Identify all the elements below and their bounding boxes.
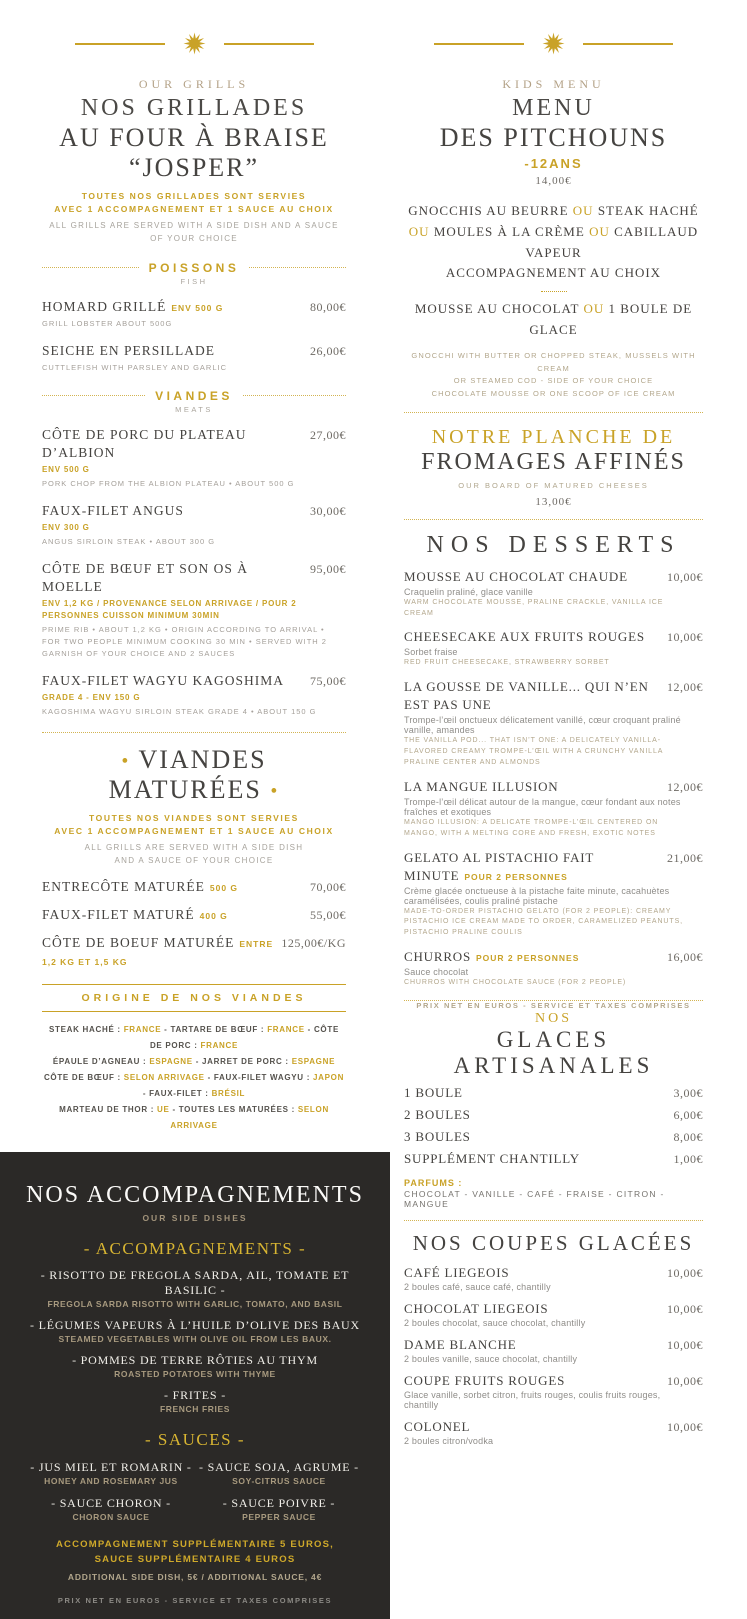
origine-line: CÔTE DE BŒUF : SELON ARRIVAGE - FAUX-FILET WAGYU : JAPON - FAUX-FILET : BRÉSIL: [43, 1072, 345, 1098]
left-footer-note: PRIX NET EN EUROS - SERVICE ET TAXES COMPRISES: [57, 1596, 333, 1606]
item-price: 27,00€: [310, 427, 346, 442]
item-name: CHOCOLAT LIEGEOIS: [404, 1300, 549, 1316]
kids-kicker: KIDS MENU: [502, 77, 605, 91]
item-tag: ENTRE 1,2 KG ET 1,5 KG: [42, 938, 274, 967]
coupes-title: NOS COUPES GLACÉES: [412, 1230, 695, 1255]
item-row: [42, 560, 346, 596]
item-desc-gold: GRADE 4 - ENV 150 G: [42, 692, 141, 702]
maturees-note-en: [42, 842, 346, 868]
item-name-group: [42, 342, 215, 360]
item-desc-fr: Glace vanille, sorbet citron, fruits rouges, coulis fruits rouges, chantilly: [404, 1389, 661, 1410]
item-desc-en: CUTTLEFISH WITH PARSLEY AND GARLIC: [42, 362, 227, 372]
item-desc-en: RED FRUIT CHEESECAKE, STRAWBERRY SORBET: [404, 659, 610, 667]
glace-row: [404, 1085, 703, 1101]
dotted-line: [249, 267, 346, 268]
item-name: FAUX-FILET MATURÉ: [42, 906, 195, 922]
kids-age-limit: -12ANS: [524, 156, 583, 171]
item-tag: 500 G: [209, 882, 239, 893]
item-name: LA GOUSSE DE VANILLE... QUI N’EN EST PAS UNE: [404, 679, 649, 713]
menu-item: [42, 426, 346, 490]
item-desc-fr: 2 boules café, sauce café, chantilly: [404, 1281, 551, 1292]
origine-lines: [42, 1022, 346, 1134]
item-name: 3 BOULES: [404, 1128, 471, 1144]
side-dish-item: [24, 1318, 366, 1344]
kids-en-line: OR STEAMED COD - SIDE OF YOUR CHOICE: [453, 376, 654, 386]
dotted-divider: [404, 519, 703, 520]
ornament-line: [434, 43, 524, 45]
section-title: VIANDES: [155, 388, 233, 403]
dotted-line: [42, 395, 145, 396]
dotted-divider: [404, 1220, 703, 1221]
dotted-line: [42, 267, 139, 268]
side-dish-fr: - RISOTTO DE FREGOLA SARDA, AIL, TOMATE ET BASILIC -: [40, 1267, 350, 1297]
item-row: [404, 1337, 703, 1353]
item-price: 10,00€: [667, 630, 703, 645]
sauce-item: [198, 1496, 360, 1522]
item-row: [42, 298, 346, 316]
glaces-rows: [404, 1085, 703, 1167]
ornament-line: [75, 43, 165, 45]
fromages-subtitle: OUR BOARD OF MATURED CHEESES: [458, 480, 649, 490]
item-name-group: [404, 678, 667, 714]
item-price: 1,00€: [673, 1151, 703, 1166]
item-row: [42, 342, 346, 360]
section-header: [42, 389, 346, 403]
ornament-line: [224, 43, 314, 45]
item-row: [404, 849, 703, 885]
grill-section: [42, 261, 346, 374]
accompagnements-block: [0, 1152, 390, 1619]
maturees-note-en-line1: ALL GRILLS ARE SERVED WITH A SIDE DISH: [84, 843, 304, 853]
gold-rule: [42, 1011, 346, 1012]
item-desc-en: THE VANILLA POD... THAT ISN’T ONE: A DELICATELY VANILLA-FLAVORED CREAMY TROMPE-L’ŒIL WITH A CRUNCHY VANILLA PRALINE CENTER AND ALMONDS: [404, 737, 663, 766]
item-desc-en: GRILL LOBSTER ABOUT 500G: [42, 318, 173, 328]
item-name: CÔTE DE BOEUF MATURÉE: [42, 934, 235, 950]
item-price: 10,00€: [667, 569, 703, 584]
side-dish-fr: - LÉGUMES VAPEURS À L’HUILE D’OLIVE DES BAUX: [30, 1317, 360, 1332]
dessert-item: [404, 568, 703, 620]
item-desc-en: PRIME RIB • ABOUT 1,2 KG • ORIGIN ACCORDING TO ARRIVAL • FOR TWO PEOPLE MINIMUM COOKING 30 MIN • SERVED WITH 2 GARNISH OF YOUR CHOICE AND 2 SAUCES: [42, 624, 327, 658]
item-name: CAFÉ LIEGEOIS: [404, 1264, 510, 1280]
item-desc-en: MANGO ILLUSION: A DELICATE TROMPE-L’ŒIL CENTERED ON MANGO, WITH A MELTING CORE AND FRESH, EXOTIC NOTES: [404, 818, 659, 837]
side-dish-item: [24, 1353, 366, 1379]
kids-en-line: CHOCOLATE MOUSSE OR ONE SCOOP OF ICE CREAM: [431, 389, 676, 399]
kids-dessert-line: MOUSSE AU CHOCOLAT OU 1 BOULE DE GLACE: [414, 301, 693, 337]
maturees-note-fr-line2: AVEC 1 ACCOMPAGNEMENT ET 1 SAUCE AU CHOIX: [54, 826, 334, 837]
kids-choice-line: ACCOMPAGNEMENT AU CHOIX: [445, 265, 662, 281]
item-price: 6,00€: [673, 1107, 703, 1122]
matured-item-row: [42, 878, 346, 896]
grills-section: [0, 0, 390, 1134]
item-name: CÔTE DE PORC DU PLATEAU D’ALBION: [42, 426, 247, 460]
fromages-price: 13,00€: [535, 495, 572, 508]
maturees-items: [42, 878, 346, 970]
coupe-item: [404, 1419, 703, 1446]
item-name-group: [42, 878, 238, 896]
grill-section: [42, 389, 346, 718]
item-name-group: [42, 672, 284, 690]
item-desc-en: KAGOSHIMA WAGYU SIRLOIN STEAK GRADE 4 • ABOUT 150 G: [42, 706, 317, 716]
extra-charge-fr: [24, 1537, 366, 1567]
item-desc-fr: Craquelin praliné, glace vanille: [404, 586, 533, 597]
coupe-item: [404, 1265, 703, 1292]
dessert-item: [404, 948, 703, 989]
coupe-items: [404, 1265, 703, 1446]
item-price: 3,00€: [673, 1085, 703, 1100]
item-row: [42, 502, 346, 520]
item-desc-en: WARM CHOCOLATE MOUSSE, PRALINE CRACKLE, VANILLA ICE CREAM: [404, 598, 664, 617]
menu-item: [42, 560, 346, 660]
maturees-note-fr: [42, 812, 346, 838]
sauce-fr: - SAUCE POIVRE -: [222, 1495, 336, 1510]
item-name-group: [42, 298, 223, 316]
kids-choice-line: OU MOULES À LA CRÈME OU CABILLAUD VAPEUR: [408, 223, 699, 260]
right-footer-note: PRIX NET EN EUROS - SERVICE ET TAXES COMPRISES: [416, 1001, 691, 1010]
header-ornament: [42, 30, 346, 57]
side-dish-en: STEAMED VEGETABLES WITH OLIVE OIL FROM LES BAUX.: [58, 1333, 332, 1344]
section-subtitle: FISH: [180, 276, 208, 286]
header-ornament: [404, 30, 703, 57]
item-name: GELATO AL PISTACHIO FAIT MINUTE: [404, 849, 594, 883]
item-row: [404, 1265, 703, 1281]
item-name: LA MANGUE ILLUSION: [404, 778, 559, 794]
item-desc-fr: Trompe-l’œil onctueux délicatement vanillé, cœur croquant praliné vanille, amandes: [404, 715, 681, 736]
dessert-item: [404, 849, 703, 940]
item-price: 125,00€/KG: [281, 935, 346, 950]
origine-block: [42, 984, 346, 1134]
accompagnements-items: [24, 1259, 366, 1414]
dotted-line: [243, 395, 346, 396]
menu-item: [42, 342, 346, 374]
grills-title-line1: NOS GRILLADES: [80, 95, 308, 121]
item-row: [404, 778, 703, 796]
accompagnements-section-title: - ACCOMPAGNEMENTS -: [83, 1238, 307, 1258]
kids-menu-price: 14,00€: [535, 175, 572, 187]
item-price: 30,00€: [310, 503, 346, 518]
item-desc-fr: Sauce chocolat: [404, 967, 469, 978]
section-items: [42, 298, 346, 374]
bullet-icon: •: [270, 780, 280, 803]
item-price: 10,00€: [667, 1265, 703, 1280]
item-name: DAME BLANCHE: [404, 1336, 517, 1352]
item-name-group: [404, 628, 645, 646]
item-name: COUPE FRUITS ROUGES: [404, 1372, 566, 1388]
kids-en-notes: [404, 350, 703, 401]
sauce-item: [198, 1460, 360, 1486]
origine-title: ORIGINE DE NOS VIANDES: [81, 991, 307, 1004]
item-price: 10,00€: [667, 1419, 703, 1434]
accompagnements-title: NOS ACCOMPAGNEMENTS: [26, 1181, 364, 1208]
item-name: FAUX-FILET WAGYU KAGOSHIMA: [42, 672, 284, 688]
item-name-group: [404, 568, 628, 586]
item-tag: 400 G: [199, 910, 228, 921]
section-items: [42, 426, 346, 718]
item-price: 80,00€: [310, 299, 346, 314]
item-price: 10,00€: [667, 1337, 703, 1352]
item-price: 26,00€: [310, 343, 346, 358]
sauces-section-title: - SAUCES -: [144, 1429, 245, 1449]
origine-line: MARTEAU DE THOR : UE - TOUTES LES MATURÉES : SELON ARRIVAGE: [59, 1104, 329, 1130]
desserts-title: NOS DESSERTS: [426, 531, 681, 558]
item-price: 21,00€: [667, 850, 703, 865]
item-desc-en: CHURROS WITH CHOCOLATE SAUCE (FOR 2 PEOPLE): [404, 979, 627, 987]
side-dish-en: FRENCH FRIES: [159, 1403, 230, 1414]
item-price: 95,00€: [310, 561, 346, 576]
sun-icon: [181, 30, 208, 57]
item-name: CÔTE DE BŒUF ET SON OS À MOELLE: [42, 560, 249, 594]
item-tag: ENV 500 G: [171, 302, 224, 313]
sauce-item: [30, 1460, 192, 1486]
dotted-divider: [404, 412, 703, 413]
item-name-group: [404, 778, 559, 796]
item-row: [42, 672, 346, 690]
grill-sections: [42, 261, 346, 718]
item-desc-fr: 2 boules citron/vodka: [404, 1435, 494, 1446]
item-price: 12,00€: [667, 680, 703, 695]
section-header: [42, 261, 346, 275]
item-desc-gold: ENV 300 G: [42, 522, 90, 532]
side-dish-fr: - POMMES DE TERRE RÔTIES AU THYM: [72, 1352, 318, 1367]
item-price: 55,00€: [310, 907, 346, 922]
parfums-label: PARFUMS :: [404, 1177, 463, 1188]
dessert-item: [404, 628, 703, 669]
sauce-item: [30, 1496, 192, 1522]
item-name: HOMARD GRILLÉ: [42, 298, 167, 314]
coupe-item: [404, 1301, 703, 1328]
item-name-group: [42, 934, 281, 970]
item-desc-gold: ENV 500 G: [42, 464, 90, 474]
side-dish-item: [24, 1268, 366, 1309]
item-desc-en: PORK CHOP FROM THE ALBION PLATEAU • ABOUT 500 G: [42, 478, 295, 488]
side-dish-en: FREGOLA SARDA RISOTTO WITH GARLIC, TOMATO, AND BASIL: [47, 1298, 343, 1309]
coupe-item: [404, 1373, 703, 1410]
sauce-fr: - SAUCE SOJA, AGRUME -: [199, 1459, 359, 1474]
ornament-line: [583, 43, 673, 45]
item-desc-fr: Crème glacée onctueuse à la pistache faite minute, cacahuètes caramélisées, coulis praliné pistache: [404, 885, 670, 906]
item-name: CHURROS: [404, 949, 472, 965]
sauce-fr: - SAUCE CHORON -: [51, 1495, 171, 1510]
item-row: [42, 426, 346, 462]
matured-item-row: [42, 906, 346, 924]
parfums-block: [404, 1178, 703, 1209]
item-row: [404, 948, 703, 966]
dessert-item: [404, 678, 703, 769]
item-name-group: [42, 906, 228, 924]
item-desc-en: ANGUS SIRLOIN STEAK • ABOUT 300 G: [42, 536, 216, 546]
item-tag: POUR 2 PERSONNES: [464, 871, 568, 882]
section-subtitle: MEATS: [175, 404, 213, 414]
item-name: SEICHE EN PERSILLADE: [42, 342, 215, 358]
sauce-en: PEPPER SAUCE: [242, 1511, 316, 1522]
item-name: MOUSSE AU CHOCOLAT CHAUDE: [404, 568, 628, 584]
item-name-group: [404, 948, 579, 966]
item-row: [404, 678, 703, 714]
dotted-divider: [42, 732, 346, 733]
right-column: [390, 0, 747, 1446]
item-name-group: [42, 560, 310, 596]
menu-item: [42, 502, 346, 548]
kids-choice-lines: [404, 201, 703, 284]
mini-divider: [541, 291, 567, 292]
item-price: 16,00€: [667, 950, 703, 965]
section-title: POISSONS: [148, 260, 240, 275]
item-desc-en: MADE-TO-ORDER PISTACHIO GELATO (FOR 2 PEOPLE): CREAMY PISTACHIO ICE CREAM MADE TO ORDER, CARAMELIZED PEANUTS, PISTACHIO PRALINE COULIS: [404, 907, 683, 937]
glaces-kicker: NOS: [534, 1010, 572, 1026]
side-dish-en: ROASTED POTATOES WITH THYME: [114, 1368, 276, 1379]
sauce-items: [24, 1460, 366, 1522]
fromages-title-gold: NOTRE PLANCHE DE: [431, 425, 676, 448]
glaces-title: GLACES ARTISANALES: [453, 1026, 654, 1078]
origine-line: STEAK HACHÉ : FRANCE - TARTARE DE BŒUF : FRANCE - CÔTE DE PORC : FRANCE: [49, 1024, 339, 1050]
item-name: 1 BOULE: [404, 1084, 463, 1100]
grills-note-fr: [42, 190, 346, 216]
kids-title-line2: DES PITCHOUNS: [439, 123, 668, 152]
grills-note-en: ALL GRILLS ARE SERVED WITH A SIDE DISH AND A SAUCE OF YOUR CHOICE: [49, 221, 339, 244]
item-row: [404, 1301, 703, 1317]
parfums-values: CHOCOLAT - VANILLE - CAFÉ - FRAISE - CITRON - MANGUE: [404, 1188, 665, 1209]
item-name-group: [404, 849, 667, 885]
item-price: 10,00€: [667, 1373, 703, 1388]
item-row: [404, 628, 703, 646]
maturees-note-fr-line1: TOUTES NOS VIANDES SONT SERVIES: [89, 812, 299, 823]
item-row: [404, 1373, 703, 1389]
maturees-title: [42, 745, 346, 805]
sauce-en: CHORON SAUCE: [72, 1511, 150, 1522]
glace-row: [404, 1151, 703, 1167]
kids-en-line: GNOCCHI WITH BUTTER OR CHOPPED STEAK, MUSSELS WITH CREAM: [411, 350, 696, 373]
dessert-items: [404, 568, 703, 989]
item-price: 12,00€: [667, 779, 703, 794]
item-name: CHEESECAKE AUX FRUITS ROUGES: [404, 629, 645, 645]
item-desc-fr: Sorbet fraise: [404, 647, 458, 658]
coupe-item: [404, 1337, 703, 1364]
menu-item: [42, 298, 346, 330]
side-dish-item: [24, 1388, 366, 1414]
bullet-icon: •: [121, 750, 131, 773]
menu-item: [42, 672, 346, 718]
item-name-group: [42, 502, 184, 520]
item-desc-fr: 2 boules chocolat, sauce chocolat, chantilly: [404, 1317, 586, 1328]
item-price: 75,00€: [310, 673, 346, 688]
item-name-group: [42, 426, 310, 462]
extra-charge-fr-line2: SAUCE SUPPLÉMENTAIRE 4 EUROS: [94, 1554, 296, 1566]
grills-title-line2: AU FOUR À BRAISE “JOSPER”: [59, 123, 329, 182]
item-name: SUPPLÉMENT CHANTILLY: [404, 1150, 580, 1166]
sauce-fr: - JUS MIEL ET ROMARIN -: [30, 1459, 192, 1474]
extra-charge-fr-line1: ACCOMPAGNEMENT SUPPLÉMENTAIRE 5 EUROS,: [55, 1538, 335, 1550]
glace-row: [404, 1107, 703, 1123]
item-row: [404, 568, 703, 586]
item-name: ENTRECÔTE MATURÉE: [42, 878, 205, 894]
accompagnements-subtitle: OUR SIDE DISHES: [142, 1212, 248, 1223]
item-price: 10,00€: [667, 1301, 703, 1316]
side-dish-fr: - FRITES -: [164, 1387, 226, 1402]
kids-title-line1: MENU: [512, 95, 595, 121]
grills-note-fr-line2: AVEC 1 ACCOMPAGNEMENT ET 1 SAUCE AU CHOIX: [54, 204, 334, 215]
item-price: 70,00€: [310, 879, 346, 894]
sauce-en: HONEY AND ROSEMARY JUS: [44, 1475, 178, 1486]
maturees-note-en-line2: AND A SAUCE OF YOUR CHOICE: [114, 856, 274, 866]
item-name: FAUX-FILET ANGUS: [42, 502, 184, 518]
kids-choice-line: GNOCCHIS AU BEURRE OU STEAK HACHÉ: [408, 203, 699, 218]
item-desc-fr: Trompe-l’œil délicat autour de la mangue, cœur fondant aux notes fraîches et exotiques: [404, 796, 681, 817]
origine-line: ÉPAULE D’AGNEAU : ESPAGNE - JARRET DE PORC : ESPAGNE: [52, 1056, 336, 1066]
item-row: [404, 1419, 703, 1435]
item-desc-fr: 2 boules vanille, sauce chocolat, chantilly: [404, 1353, 578, 1364]
item-name: COLONEL: [404, 1418, 471, 1434]
item-desc-gold: ENV 1,2 KG / PROVENANCE SELON ARRIVAGE / POUR 2 PERSONNES CUISSON MINIMUM 30MIN: [42, 598, 297, 620]
fromages-title-dark: FROMAGES AFFINÉS: [421, 448, 686, 475]
grills-note-fr-line1: TOUTES NOS GRILLADES SONT SERVIES: [81, 191, 307, 201]
grills-kicker: OUR GRILLS: [138, 77, 250, 91]
item-price: 8,00€: [673, 1129, 703, 1144]
sun-icon: [540, 30, 567, 57]
glace-row: [404, 1129, 703, 1145]
item-tag: POUR 2 PERSONNES: [476, 953, 580, 964]
dessert-item: [404, 778, 703, 840]
sauce-en: SOY-CITRUS SAUCE: [232, 1475, 326, 1486]
extra-charge-en: ADDITIONAL SIDE DISH, 5€ / ADDITIONAL SAUCE, 4€: [67, 1572, 323, 1583]
item-name: 2 BOULES: [404, 1106, 471, 1122]
maturees-title-text: VIANDES MATURÉES: [108, 744, 267, 804]
matured-item-row: [42, 934, 346, 970]
